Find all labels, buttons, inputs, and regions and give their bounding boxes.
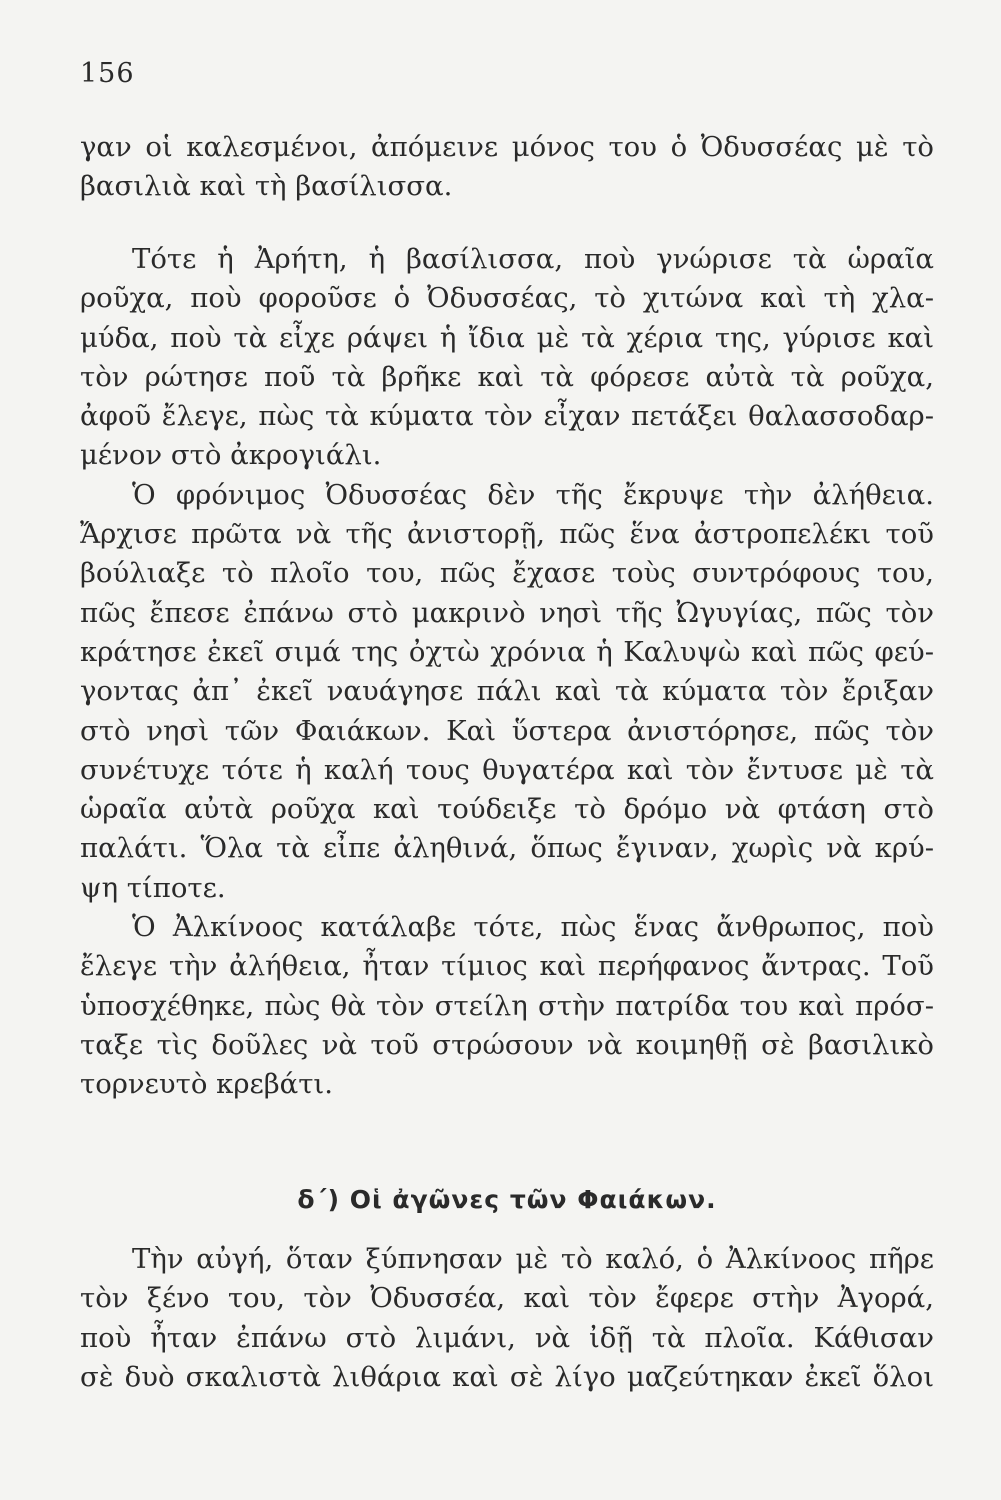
text-line: ἔλεγε τὴν ἀλήθεια, ἦταν τίμιος καὶ περήφανος ἄντρας. Τοῦ: [80, 950, 934, 983]
text-line: ταξε τὶς δοῦλες νὰ τοῦ στρώσουν νὰ κοιμηθῇ σὲ βασιλικὸ: [80, 1028, 934, 1061]
text-line: στὸ νησὶ τῶν Φαιάκων. Καὶ ὕστερα ἀνιστόρησε, πῶς τὸν: [80, 714, 934, 747]
text-line: ποὺ ἦταν ἐπάνω στὸ λιμάνι, νὰ ἰδῇ τὰ πλοῖα. Κάθισαν: [80, 1321, 934, 1354]
text-line: μένον στὸ ἀκρογιάλι.: [80, 439, 382, 472]
closing-paragraph: [80, 1240, 934, 1397]
text-line: τὸν ρώτησε ποῦ τὰ βρῆκε καὶ τὰ φόρεσε αὐτὰ τὰ ροῦχα,: [80, 360, 934, 393]
text-line: ἀφοῦ ἔλεγε, πὼς τὰ κύματα τὸν εἶχαν πετάξει θαλασσοδαρ-: [80, 400, 934, 433]
main-text: [80, 240, 934, 1105]
text-line: παλάτι. Ὅλα τὰ εἶπε ἀληθινά, ὅπως ἔγιναν, χωρὶς νὰ κρύ-: [80, 832, 934, 865]
text-line: ὡραῖα αὐτὰ ροῦχα καὶ τούδειξε τὸ δρόμο νὰ φτάση στὸ: [80, 793, 934, 826]
text-line: Ὁ φρόνιμος Ὀδυσσέας δὲν τῆς ἔκρυψε τὴν ἀλήθεια.: [132, 478, 934, 511]
text-line: Τότε ἡ Ἀρήτη, ἡ βασίλισσα, ποὺ γνώρισε τὰ ὡραῖα: [132, 243, 934, 275]
text-line: ροῦχα, ποὺ φοροῦσε ὁ Ὀδυσσέας, τὸ χιτώνα καὶ τὴ χλα-: [80, 282, 934, 315]
text-line: πῶς ἔπεσε ἐπάνω στὸ μακρινὸ νησὶ τῆς Ὠγυγίας, πῶς τὸν: [80, 596, 934, 629]
text-line: Ὁ Ἀλκίνοος κατάλαβε τότε, πὼς ἕνας ἄνθρωπος, ποὺ: [132, 911, 934, 944]
paragraph-continuation: [80, 128, 934, 207]
section-heading: δ΄) Οἱ ἀγῶνες τῶν Φαιάκων.: [297, 1185, 717, 1214]
text-line: συνέτυχε τότε ἡ καλή τους θυγατέρα καὶ τὸν ἔντυσε μὲ τὰ: [80, 753, 934, 786]
text-line: κράτησε ἐκεῖ σιμά της ὀχτὼ χρόνια ἡ Καλυψὼ καὶ πῶς φεύ-: [80, 635, 934, 668]
page-number: 156: [80, 58, 135, 89]
text-line: γοντας ἀπ᾽ ἐκεῖ ναυάγησε πάλι καὶ τὰ κύματα τὸν ἔριξαν: [80, 675, 934, 708]
text-line: σὲ δυὸ σκαλιστὰ λιθάρια καὶ σὲ λίγο μαζεύτηκαν ἐκεῖ ὅλοι: [80, 1360, 934, 1393]
text-line: γαν οἱ καλεσμένοι, ἀπόμεινε μόνος του ὁ Ὀδυσσέας μὲ τὸ: [80, 131, 934, 163]
text-line: βούλιαξε τὸ πλοῖο του, πῶς ἔχασε τοὺς συντρόφους του,: [80, 557, 934, 590]
text-line: μύδα, ποὺ τὰ εἶχε ράψει ἡ ἴδια μὲ τὰ χέρια της, γύρισε καὶ: [80, 321, 934, 354]
text-line: Τὴν αὐγή, ὅταν ξύπνησαν μὲ τὸ καλό, ὁ Ἀλκίνοος πῆρε: [132, 1243, 934, 1275]
text-line: βασιλιὰ καὶ τὴ βασίλισσα.: [80, 170, 453, 203]
text-line: τὸν ξένο του, τὸν Ὀδυσσέα, καὶ τὸν ἔφερε στὴν Ἀγορά,: [80, 1282, 934, 1315]
text-line: Ἄρχισε πρῶτα νὰ τῆς ἀνιστορῇ, πῶς ἕνα ἀστροπελέκι τοῦ: [80, 518, 934, 551]
text-line: τορνευτὸ κρεβάτι.: [80, 1068, 333, 1101]
text-line: ὑποσχέθηκε, πὼς θὰ τὸν στείλη στὴν πατρίδα του καὶ πρόσ-: [80, 989, 934, 1022]
text-line: ψη τίποτε.: [80, 871, 226, 904]
